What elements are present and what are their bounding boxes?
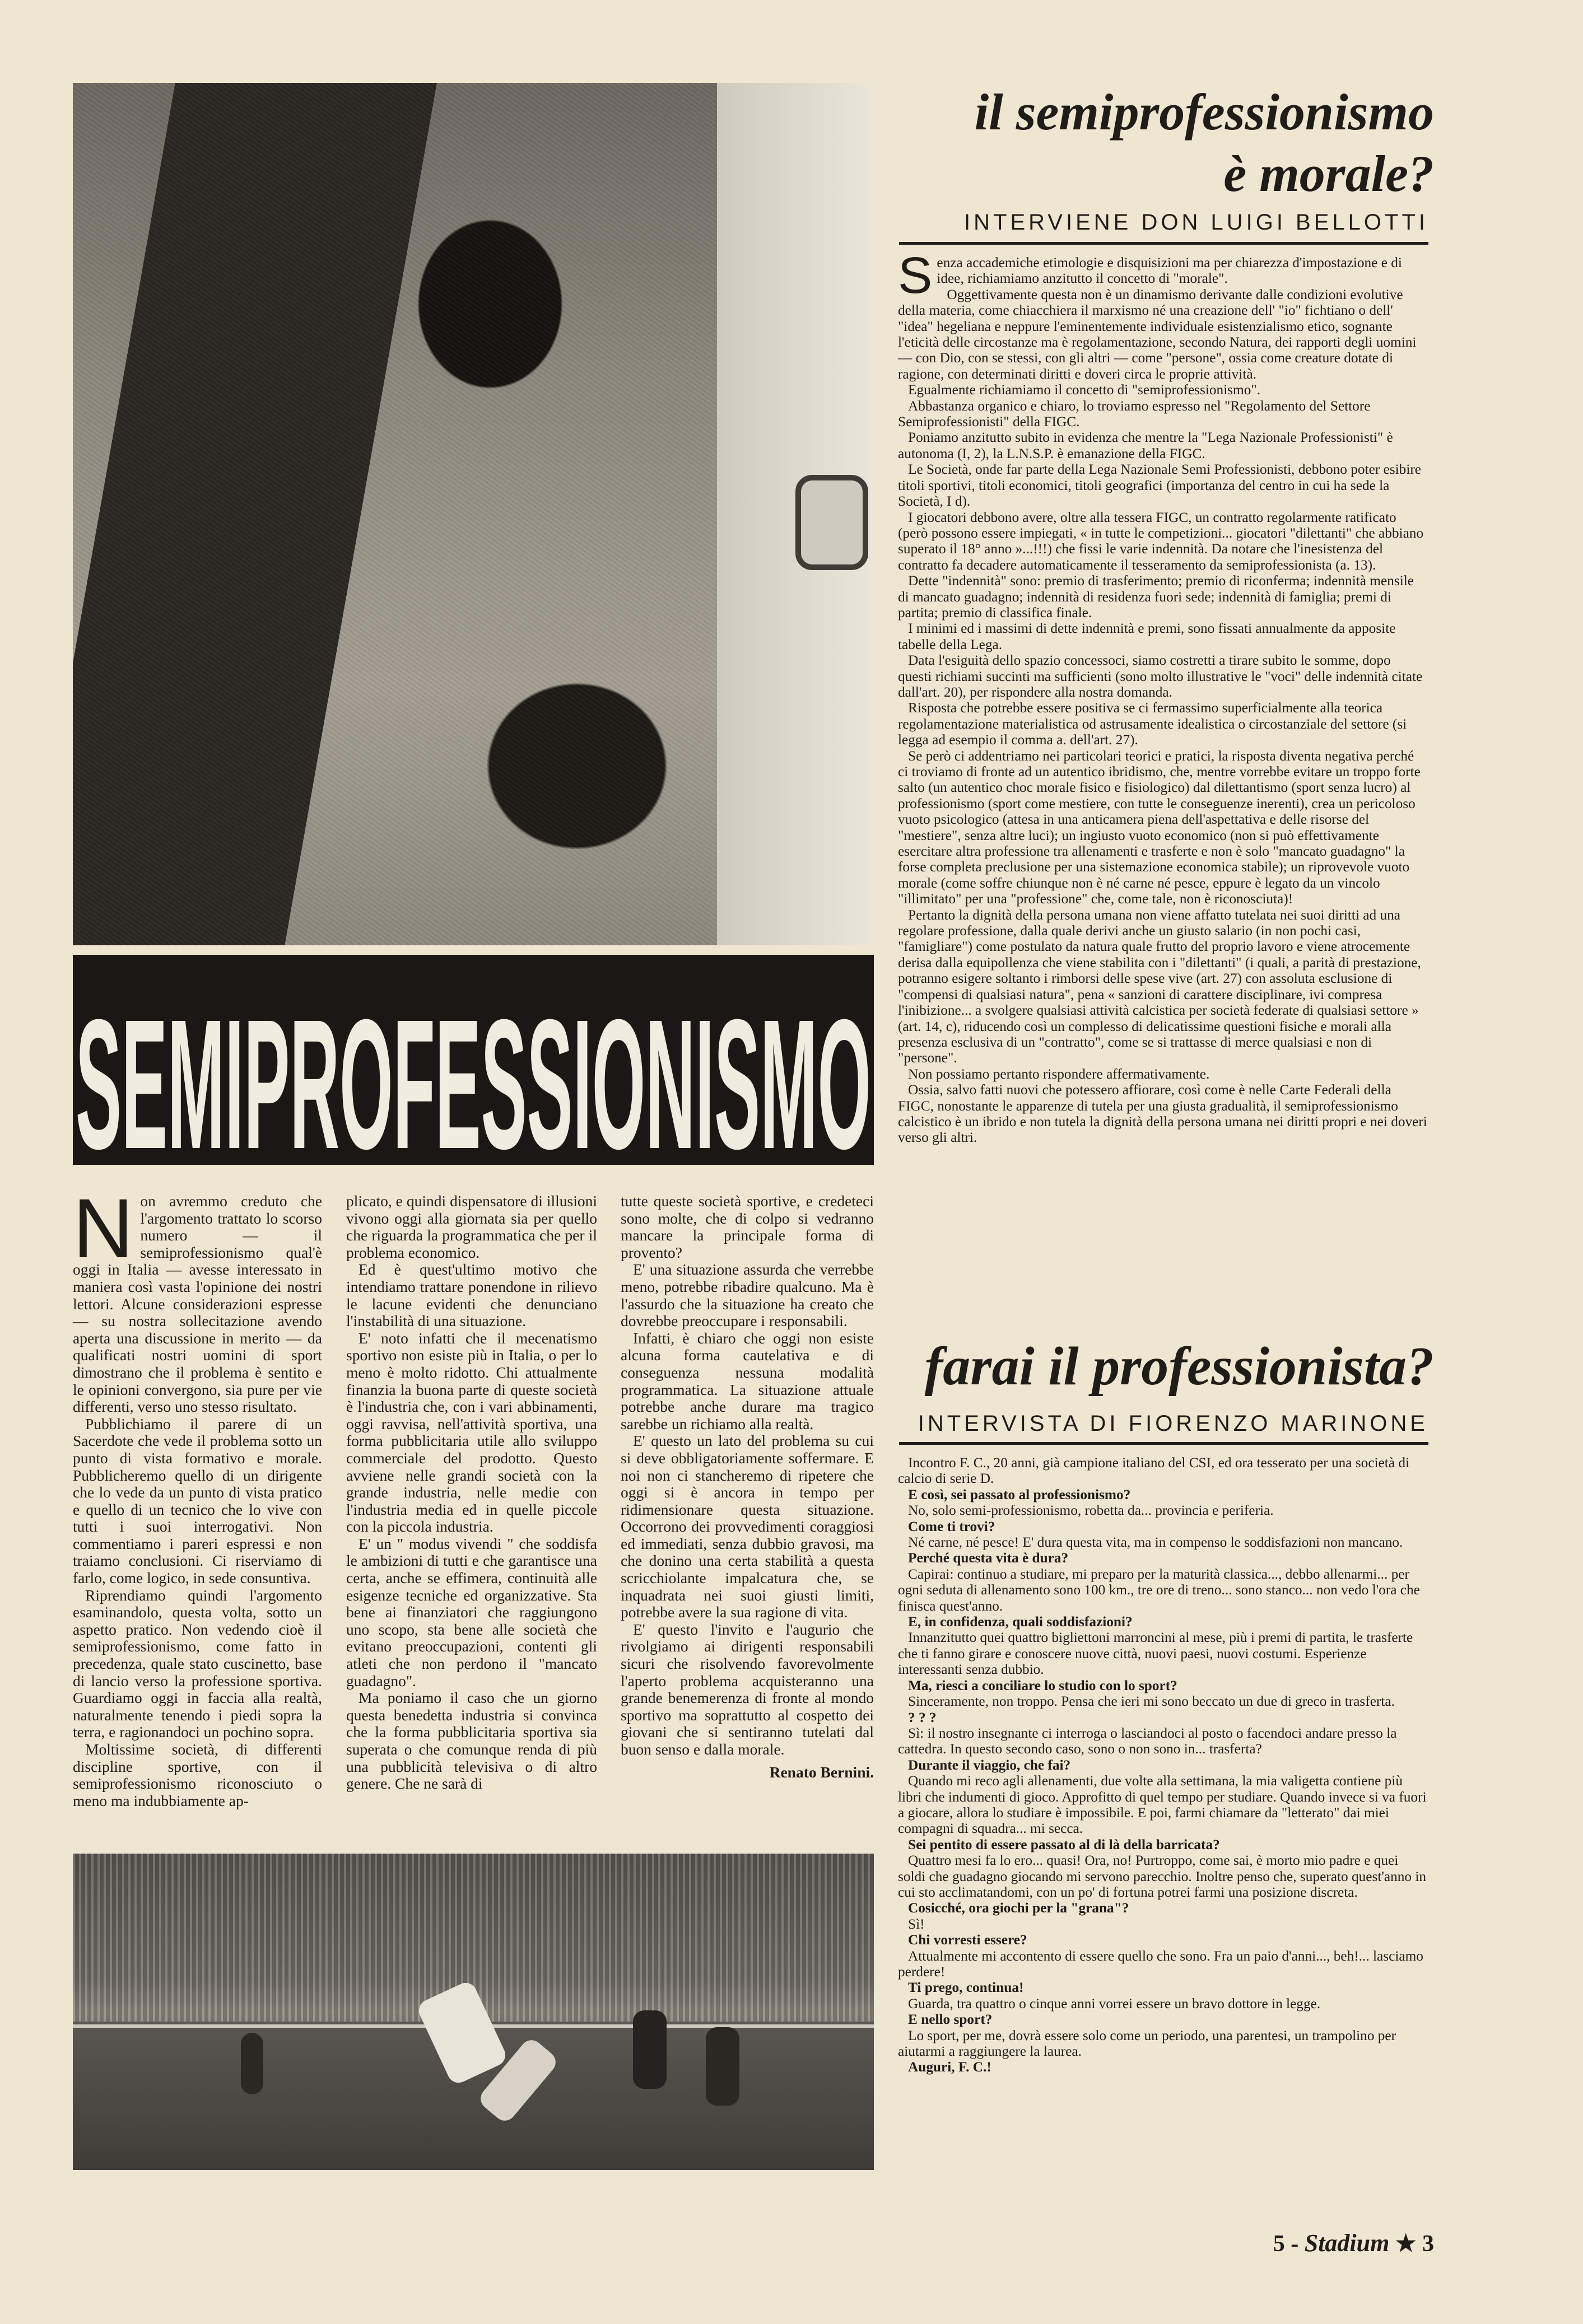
paragraph: Se però ci addentriamo nei particolari teorici e pratici, la risposta diventa negativa perché ci troviamo di fronte ad un autentico ibridismo, che, mentre vorrebbe evitare un troppo forte salto (un autentico choc morale fisico e fisiologico) dal dilettantismo (sport senza lucro) al professionismo (sport come mestiere, con tutte le conseguenze inerenti), crea un pericoloso vuoto psicologico (attesa in una anticamera piena dell'aspettativa e delle risorse del "mestiere", senza altre luci); un ingiusto vuoto economico (non si può effettivamente esercitare altra professione tra allenamenti e trasferte e non è solo "mancato guadagno" la forse completa preclusione per una sistemazione economica stabile); un riprovevole vuoto morale (come soffre chiunque non è né carne né pesce, eppure è legato da un vincolo "illimitato" per una "professione" che, come tale, non è riconosciuta)! — [898, 748, 1421, 907]
left-article-col2 — [346, 1193, 597, 1793]
drop-cap: N — [73, 1181, 134, 1275]
paragraph: I giocatori debbono avere, oltre alla tessera FIGC, un contratto regolarmente ratificato (però possono essere impiegati, « in tutte le competizioni... giocatori "dilettanti" che abbiano superato il 18° anno »...!!!) che fissi le varie indennità. Da notare che l'inesistenza del contratto fa decadere automaticamente il tesseramento da semiprofessionista (a. 13). — [898, 509, 1424, 573]
paragraph: E' un " modus vivendi " che soddisfa le ambizioni di tutti e che garantisce una certa, anche se effimera, continuità alle esigenze tecniche ed organizzative. Sta bene ai finanziatori che raggiungono uno scopo, sta bene alle società che evitano preoccupazioni, contenti gli atleti che non perdono il "mancato guadagno". — [346, 1534, 597, 1690]
article1-title-line2: è morale? — [1223, 145, 1434, 202]
paragraph: E' noto infatti che il mecenatismo sportivo non esiste più in Italia, o per lo meno è molto ridotto. Chi attualmente finanzia la buona parte di queste società è l'industria che, con i vari abbinamenti, oggi ravvisa, nell'attività sportiva, una forma pubblicitaria utile allo sviluppo commerciale del prodotto. Questo avviene nelle grandi società con la grande industria, nelle medie con l'industria media ed in quelle piccole con la piccola industria. — [346, 1329, 597, 1536]
page-footer — [1165, 2229, 1434, 2257]
interview-question: E nello sport? — [908, 2012, 993, 2028]
left-article-col3 — [621, 1193, 874, 1781]
interview-answer: Attualmente mi accontento di essere quello che sono. Fra un paio d'anni..., beh!... lasciamo perdere! — [898, 1948, 1423, 1980]
article2-kicker: INTERVISTA DI FIORENZO MARINONE — [918, 1411, 1428, 1436]
interview-question: Ti prego, continua! — [908, 1980, 1024, 1996]
interview-answer: Sì! — [908, 1916, 925, 1932]
paragraph: E' questo l'invito e l'augurio che rivolgiamo ai dirigenti responsabili sicuri che risolvendo favorevolmente l'aperto problema acquisteranno una grande benemerenza di fronte al mondo sportivo ma soprattutto al cospetto dei giovani che si sentiranno tutelati dal buon senso e dalla morale. — [621, 1620, 874, 1758]
paragraph: Oggettivamente questa non è un dinamismo derivante dalle condizioni evolutive della materia, come chiacchiera il marxismo né una creazione dell' "io" fichtiano o dell' "idea" hegeliana e neppure l'eminentemente individuale esistenzialismo etico, sognante l'eticità delle circostanze ma è regolamentazione, secondo Natura, dei rapporti degli uomini — con Dio, con se stessi, con gli altri — come "persone", ossia come creature dotate di ragione, con determinati diritti e doveri circa le proprie attività. — [898, 286, 1417, 382]
interview-answer: Quando mi reco agli allenamenti, due volte alla settimana, la mia valigetta contiene più libri che indumenti di gioco. Approfitto di quel tempo per studiare. Quando invece si va fuori a giocare, allora lo studiare è impossibile. E poi, farmi chiamare da "letterato" dai miei compagni di squadra... mi secca. — [898, 1773, 1427, 1837]
interview-answer: Innanzitutto quei quattro bigliettoni marroncini al mese, più i premi di partita, le trasferte che ti fanno girare e conoscere nuove città, nuovi paesi, nuovi costumi. Esperienze interessanti senza dubbio. — [898, 1630, 1413, 1678]
paragraph: Pertanto la dignità della persona umana non viene affatto tutelata nei suoi diritti ad una regolare professione, dalla quale derivi anche un giusto salario (in non pochi casi, "famigliare") come postulato da natura quale frutto del proprio lavoro e viene atrocemente derisa dalla equipollenza che viene stabilita con i "dilettanti" (i quali, a parità di prestazione, potranno esigere soltanto i rimborsi delle spese vive (art. 27) con assoluta esclusione di "compensi di qualsiasi natura", pena « sanzioni di carattere disciplinare, ivi compresa l'inibizione... a svolgere qualsiasi attività calcistica per società federate di qualsiasi settore » (art. 14, c), riducendo così un complesso di delicatissime questioni fisiche e morali alla presenza esclusiva di un "contratto", come se si trattasse di merce qualsiasi e non di "persone". — [898, 907, 1421, 1066]
paragraph: Dette "indennità" sono: premio di trasferimento; premio di riconferma; indennità mensile di mancato guadagno; indennità di residenza fuori sede; indennità di famiglia; premi di partita; premio di classifica finale. — [898, 573, 1414, 620]
article1-kicker-block — [899, 210, 1428, 245]
interview-answer: No, solo semi-professionismo, robetta da... provincia e periferia. — [908, 1502, 1274, 1519]
article2-body — [898, 1455, 1427, 2075]
paragraph: Ed è quest'ultimo motivo che intendiamo trattare ponendone in rilievo le lacune evidenti che denunciano l'instabilità di una situazione. — [346, 1261, 597, 1330]
article1-title — [896, 81, 1434, 204]
interview-answer: Incontro F. C., 20 anni, già campione italiano del CSI, ed ora tesserato per una società di calcio di serie D. — [898, 1455, 1410, 1487]
article1-drop-cap: S — [898, 247, 933, 304]
photo-football-match — [73, 1854, 874, 2170]
interview-answer: Quattro mesi fa lo ero... quasi! Ora, no! Purtroppo, come sai, è morto mio padre e quei soldi che guadagno giocando mi servono parecchio. Inoltre penso che, superato quest'anno in cui sto acclimatandomi, con un po' di fortuna potrei farmi una posizione discreta. — [898, 1852, 1427, 1900]
paragraph: Pubblichiamo il parere di un Sacerdote che vede il problema sotto un punto di vista formativo e morale. Pubblicheremo quello di un dirigente che lo vede da un punto di vista pratico e quello di un tecnico che lo vive con tutti i suoi interrogativi. Non commentiamo i pareri espressi e non traiamo conclusioni. Ci riserviamo di farlo, come logico, in sede consuntiva. — [73, 1415, 322, 1587]
issue-number: 3 — [1422, 2231, 1434, 2257]
paragraph: Infatti, è chiaro che oggi non esiste alcuna forma cautelativa e di conseguenza nessuna modalità programmatica. La situazione attuale potrebbe anche durare ma tragico sarebbe un richiamo alla realtà. — [621, 1329, 874, 1432]
paragraph: E' questo un lato del problema su cui si deve obbligatoriamente soffermare. E noi non ci stancheremo di ripetere che oggi si è ancora in tempo per ridimensionare questa situazione. Occorrono dei provvedimenti coraggiosi ed immediati, senza dubbio gravosi, ma che donino una certa stabilità a questa scricchiolante impalcatura che, se inquadrata nei suoi giusti limiti, potrebbe avere la sua ragione di vita. — [621, 1432, 874, 1621]
divider-rule — [899, 1442, 1428, 1445]
paragraph: Non possiamo pertanto rispondere affermativamente. — [908, 1066, 1210, 1082]
article2-title: farai il professionista? — [924, 1336, 1434, 1397]
interview-question: ? ? ? — [908, 1709, 937, 1725]
interview-answer: Sì: il nostro insegnante ci interroga o lasciandoci al posto o facendoci andare presso la cattedra. In questo secondo caso, sono o non sono in... trasferta? — [898, 1725, 1397, 1757]
paragraph: tutte queste società sportive, e credeteci sono molte, che di colpo si vedranno mancare la principale forma di provento? — [621, 1192, 874, 1261]
headline-banner — [73, 955, 874, 1165]
interview-answer: Lo sport, per me, dovrà essere solo come un periodo, una parentesi, un trampolino per aiutarmi a raggiungere la laurea. — [898, 2027, 1396, 2060]
magazine-name: Stadium — [1304, 2229, 1390, 2257]
paragraph: Riprendiamo quindi l'argomento esaminandolo, questa volta, sotto un aspetto pratico. Non vedendo cioè il semiprofessionismo, come fatto in precedenza, quale stato cuscinetto, base di lancio verso la professione sportiva. Guardiamo oggi in faccia alla realtà, naturalmente tenendo i piedi sopra la terra, e ragionandoci un pochino sopra. — [73, 1586, 322, 1741]
wristwatch-image — [795, 475, 868, 570]
article-signature: Renato Bernini. — [769, 1763, 874, 1781]
interview-question: Auguri, F. C.! — [908, 2059, 991, 2075]
paragraph: Ma poniamo il caso che un giorno questa benedetta industria si convinca che la forma pubblicitaria sportiva sia superata o che comunque renda di più una pubblicità televisiva o di altro genere. Che ne sarà di — [346, 1689, 597, 1793]
interview-question: Sei pentito di essere passato al di là della barricata? — [908, 1836, 1220, 1852]
interview-question: E così, sei passato al professionismo? — [908, 1486, 1131, 1502]
player-figure — [241, 2033, 263, 2094]
paragraph: I minimi ed i massimi di dette indennità e premi, sono fissati annualmente da apposite tabelle della Lega. — [898, 620, 1396, 652]
interview-answer: Capirai: continuo a studiare, mi preparo per la maturità classica..., debbo allenarmi... per ogni seduta di allenamento sono 100 km., tre ore di treno... sono stanco... non vedo l'ora che finisca quest'anno. — [898, 1566, 1420, 1614]
interview-answer: Sinceramente, non troppo. Pensa che ieri mi sono beccato un due di greco in trasferta. — [908, 1693, 1395, 1710]
interview-answer: Guarda, tra quattro o cinque anni vorrei essere un bravo dottore in legge. — [908, 1995, 1321, 2012]
paragraph: plicato, e quindi dispensatore di illusioni vivono oggi alla giornata sia per quello che riguarda la programmatica che per il problema economico. — [346, 1192, 597, 1261]
page-number-prefix: 5 - — [1273, 2231, 1299, 2257]
article1-title-line1: il semiprofessionismo — [974, 83, 1434, 141]
paragraph: Egualmente richiamiamo il concetto di "semiprofessionismo". — [908, 382, 1261, 398]
paragraph: Moltissime società, di differenti discipline sportive, con il semiprofessionismo riconosciuto o meno ma indubbiamente ap- — [73, 1740, 322, 1809]
left-article-col1 — [73, 1181, 322, 1809]
interview-question: Cosicché, ora giochi per la "grana"? — [908, 1900, 1129, 1916]
headline-text: SEMIPROFESSIONISMO — [76, 981, 871, 1165]
photo-coach-with-ball — [73, 83, 874, 945]
paragraph: Poniamo anzitutto subito in evidenza che mentre la "Lega Nazionale Professionisti" è autonoma (I, 2), la L.N.S.P. è emanazione della FIGC. — [898, 430, 1393, 461]
interview-question: E, in confidenza, quali soddisfazioni? — [908, 1614, 1133, 1630]
paragraph: on avremmo creduto che l'argomento trattato lo scorso numero — il semiprofessionismo qual'è oggi in Italia — avesse interessato in maniera così vasta l'opinione dei nostri lettori. Alcune considerazioni espresse — su nostra sollecitazione avendo aperta una discussione in merito — da qualificati nostri uomini di sport dimostrano che il problema è sentito e le opinioni convergono, sia pure per vie differenti, verso uno stesso risultato. — [73, 1192, 322, 1416]
paragraph: enza accademiche etimologie e disquisizioni ma per chiarezza d'impostazione e di idee, richiamiamo anzitutto il concetto di "morale". — [937, 255, 1402, 287]
paragraph: Le Società, onde far parte della Lega Nazionale Semi Professionisti, debbono poter esibire titoli sportivi, titoli economici, titoli geografici (importanza del centro in cui ha sede la Società, I d). — [898, 461, 1421, 510]
article1-body — [898, 247, 1427, 1146]
interview-answer: Né carne, né pesce! E' dura questa vita, ma in compenso le soddisfazioni non mancano. — [908, 1534, 1403, 1551]
interview-question: Durante il viaggio, che fai? — [908, 1757, 1071, 1773]
interview-question: Ma, riesci a conciliare lo studio con lo sport? — [908, 1677, 1177, 1693]
star-icon: ★ — [1395, 2231, 1417, 2257]
interview-question: Perché questa vita è dura? — [908, 1550, 1069, 1566]
paragraph: Abbastanza organico e chiaro, lo troviamo espresso nel "Regolamento del Settore Semiprofessionisti" della FIGC. — [898, 398, 1371, 430]
paragraph: E' una situazione assurda che verrebbe meno, potrebbe ribadire qualcuno. Ma è l'assurdo che la situazione ha creato che dovrebbe preoccupare i responsabili. — [621, 1261, 874, 1330]
player-figure — [706, 2027, 739, 2106]
interview-question: Chi vorresti essere? — [908, 1932, 1027, 1948]
article1-kicker: INTERVIENE DON LUIGI BELLOTTI — [964, 210, 1428, 235]
paragraph: Ossia, salvo fatti nuovi che potessero affiorare, così come è nelle Carte Federali della FIGC, nonostante le apparenze di tutela per una giusta gradualità, il semiprofessionismo calcistico è un ibrido e non tutela la dignità della persona umana nei diritti propri e nei doveri verso gli altri. — [898, 1082, 1427, 1146]
divider-rule — [899, 242, 1428, 245]
article2-kicker-block — [899, 1411, 1428, 1445]
paragraph: Data l'esiguità dello spazio concessoci, siamo costretti a tirare subito le somme, dopo questi richiami succinti ma sufficienti (sono molto illustrative le "voci" delle indennità citate dall'art. 20), per rispondere alla nostra domanda. — [898, 652, 1423, 700]
player-figure — [633, 2010, 667, 2089]
interview-question: Come ti trovi? — [908, 1518, 995, 1534]
headline-svg — [73, 955, 874, 1165]
paragraph: Risposta che potrebbe essere positiva se ci fermassimo superficialmente alla teorica regolamentazione materialistica od astrusamente idealistica o circostanziale del settore (si legga ad esempio il comma a. dell'art. 27). — [898, 700, 1407, 748]
